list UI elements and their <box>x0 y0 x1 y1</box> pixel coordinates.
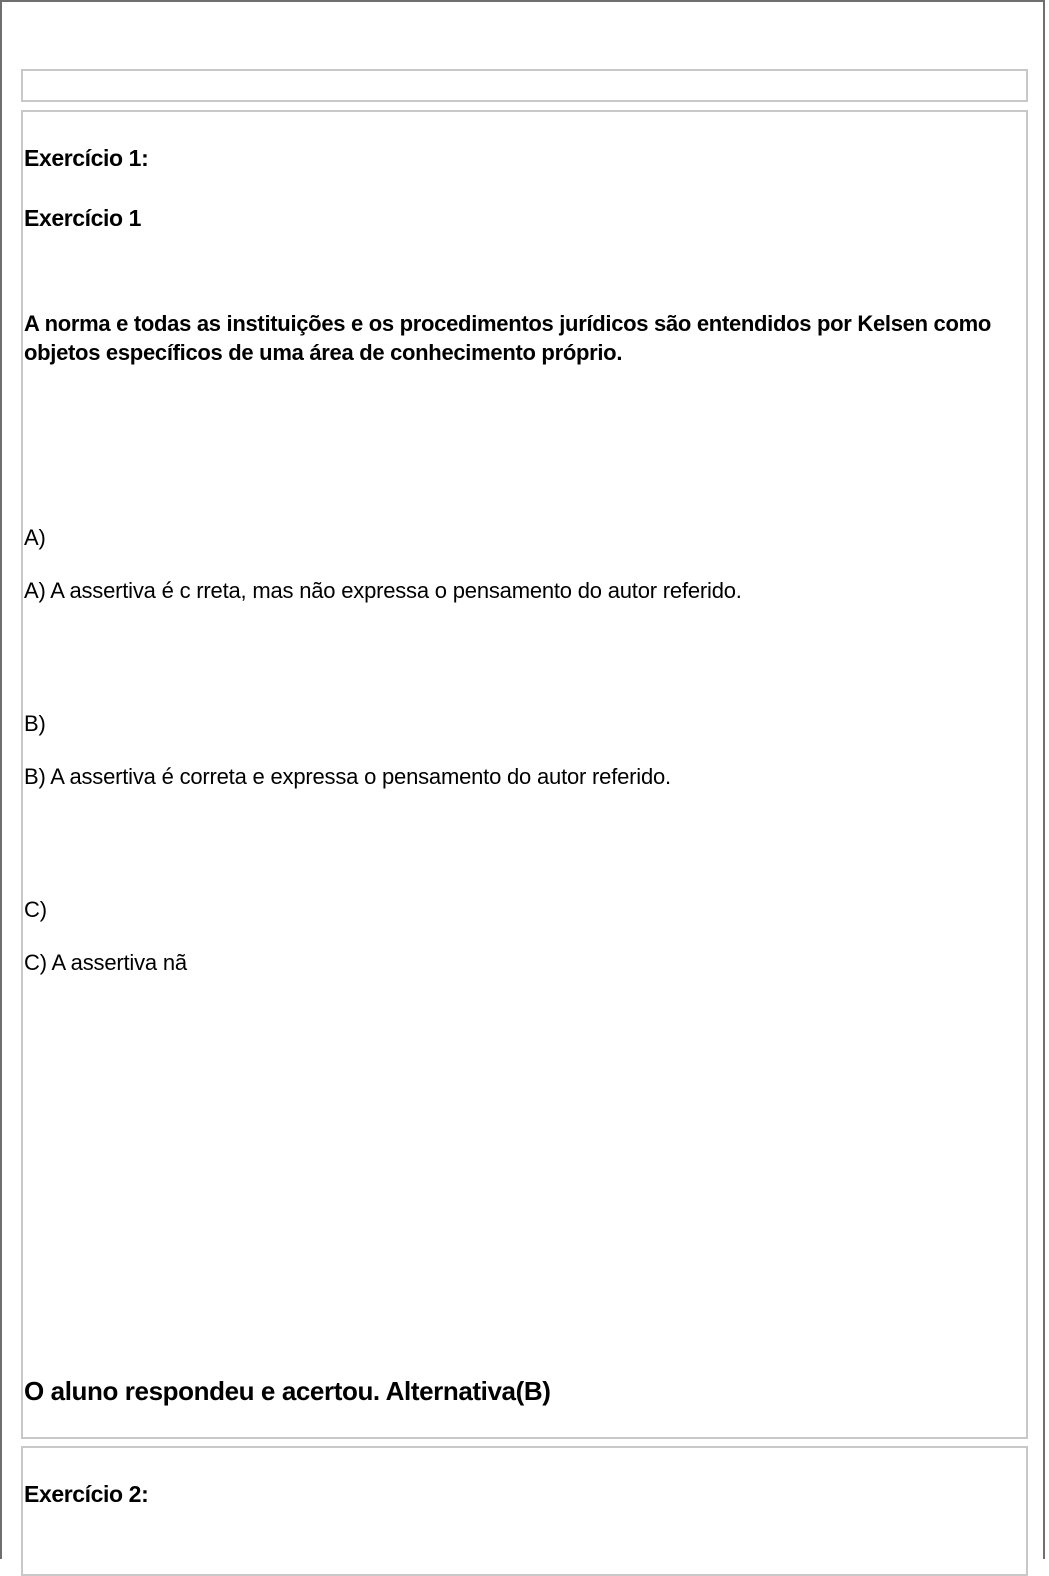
exercise-1-statement: A norma e todas as instituições e os procedimentos jurídicos são entendidos por Kelsen como objetos específicos de uma área de conhecimento próprio. <box>24 311 991 365</box>
option-a-text[interactable]: A) A assertiva é c rreta, mas não expressa o pensamento do autor referido. <box>24 578 742 603</box>
option-a-letter: A) <box>24 525 46 550</box>
empty-header-box <box>21 69 1028 102</box>
option-c-letter: C) <box>24 897 47 922</box>
exercise-2-heading: Exercício 2: <box>24 1481 149 1507</box>
option-c-text[interactable]: C) A assertiva nã <box>24 950 187 975</box>
option-b-text[interactable]: B) A assertiva é correta e expressa o pensamento do autor referido. <box>24 764 671 789</box>
exercise-1-card <box>21 110 1028 1439</box>
exercise-2-card <box>21 1446 1028 1576</box>
option-b-letter: B) <box>24 711 46 736</box>
answer-result: O aluno respondeu e acertou. Alternativa(B) <box>24 1376 551 1406</box>
exercise-1-subheading: Exercício 1 <box>24 205 142 231</box>
exercise-1-heading: Exercício 1: <box>24 145 149 171</box>
